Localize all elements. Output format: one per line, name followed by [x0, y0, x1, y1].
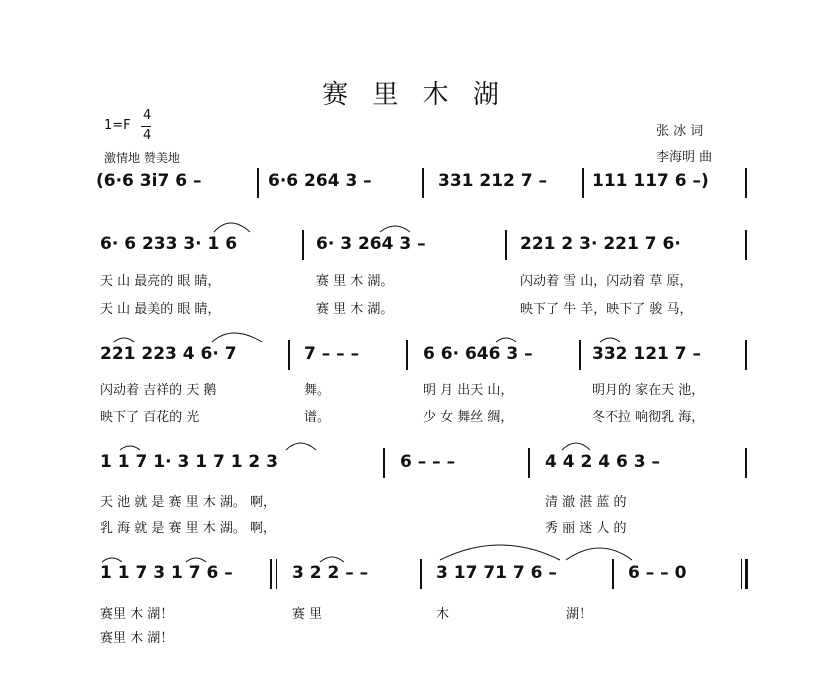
slur	[114, 338, 134, 342]
time-signature-top: 4	[143, 108, 152, 123]
time-signature-bottom: 4	[143, 128, 152, 143]
song-title: 赛 里 木 湖	[322, 80, 507, 110]
slur	[440, 545, 560, 560]
lyric-line: 天 山 最亮的 眼 睛，	[100, 274, 221, 289]
measure: 332 121 7 –	[592, 344, 702, 364]
measure: 4 4 2 4 6 3 –	[545, 452, 660, 472]
measure: 3 17 71 7 6 –	[436, 563, 557, 583]
slur	[320, 557, 344, 562]
lyric-line: 冬不拉 响彻乳 海，	[592, 410, 705, 425]
lyric-line: 赛里 木 湖！	[100, 607, 174, 622]
lyric-line: 明月的 家在天 池，	[592, 383, 705, 398]
lyric-line: 谱。	[304, 410, 331, 425]
slur	[286, 443, 316, 450]
lyric-line: 秀 丽 迷 人 的	[545, 521, 627, 536]
key-signature: 1=F	[104, 118, 131, 133]
lyric-line: 闪动着 吉祥的 天 鹅	[100, 383, 217, 398]
lyric-line: 湖！	[566, 607, 593, 622]
measure: 6 – – –	[400, 452, 456, 472]
slur	[186, 558, 206, 562]
measure: 6 – – 0	[628, 563, 687, 583]
slur	[120, 446, 140, 450]
measure: 221 2 3· 221 7 6·	[520, 234, 681, 254]
lyricist-credit: 张 冰 词	[656, 124, 704, 139]
lyric-line: 映下了 牛 羊，映下了 骏 马，	[520, 302, 693, 317]
slur	[214, 223, 250, 232]
lyric-line: 映下了 百花的 光	[100, 410, 200, 425]
slur	[562, 443, 590, 450]
tempo-marking: 激情地 赞美地	[104, 151, 180, 165]
measure: 331 212 7 –	[438, 171, 548, 191]
measure: 1 1 7 3 1 7 6 –	[100, 563, 233, 583]
lyric-line: 闪动着 雪 山，闪动着 草 原，	[520, 274, 693, 289]
lyric-line: 赛 里 木 湖。	[316, 302, 394, 317]
lyric-line: 少 女 舞丝 绸，	[423, 410, 514, 425]
measure: (6·6 3i7 6 –	[96, 171, 202, 191]
slur	[600, 338, 620, 342]
lyric-line: 天 池 就 是 赛 里 木 湖。 啊，	[100, 495, 277, 510]
measure: 221 223 4 6· 7	[100, 344, 237, 364]
lyric-line: 赛 里 木 湖。	[316, 274, 394, 289]
slur	[102, 558, 122, 562]
slur	[566, 548, 632, 560]
measure: 7 – – –	[304, 344, 360, 364]
measure: 6· 3 264 3 –	[316, 234, 426, 254]
composer-credit: 李海明 曲	[656, 150, 713, 165]
measure: 3 2 2 – –	[292, 563, 369, 583]
lyric-line: 天 山 最美的 眼 睛，	[100, 302, 221, 317]
measure: 6 6· 646 3 –	[423, 344, 533, 364]
measure: 1 1 7 1· 3 1 7 1 2 3	[100, 452, 279, 472]
slur	[380, 226, 410, 232]
lyric-line: 明 月 出天 山，	[423, 383, 514, 398]
lyric-line: 乳 海 就 是 赛 里 木 湖。 啊，	[100, 521, 277, 536]
lyric-line: 舞。	[304, 383, 331, 398]
measure: 6· 6 233 3· 1 6	[100, 234, 238, 254]
lyric-line: 清 澈 湛 蓝 的	[545, 495, 627, 510]
measure: 6·6 264 3 –	[268, 171, 372, 191]
lyric-line: 赛里 木 湖！	[100, 631, 174, 646]
slur	[212, 333, 262, 342]
measure: 111 117 6 –)	[592, 171, 709, 191]
slur	[496, 338, 516, 342]
lyric-line: 木	[436, 607, 450, 622]
lyric-line: 赛 里	[292, 607, 323, 622]
